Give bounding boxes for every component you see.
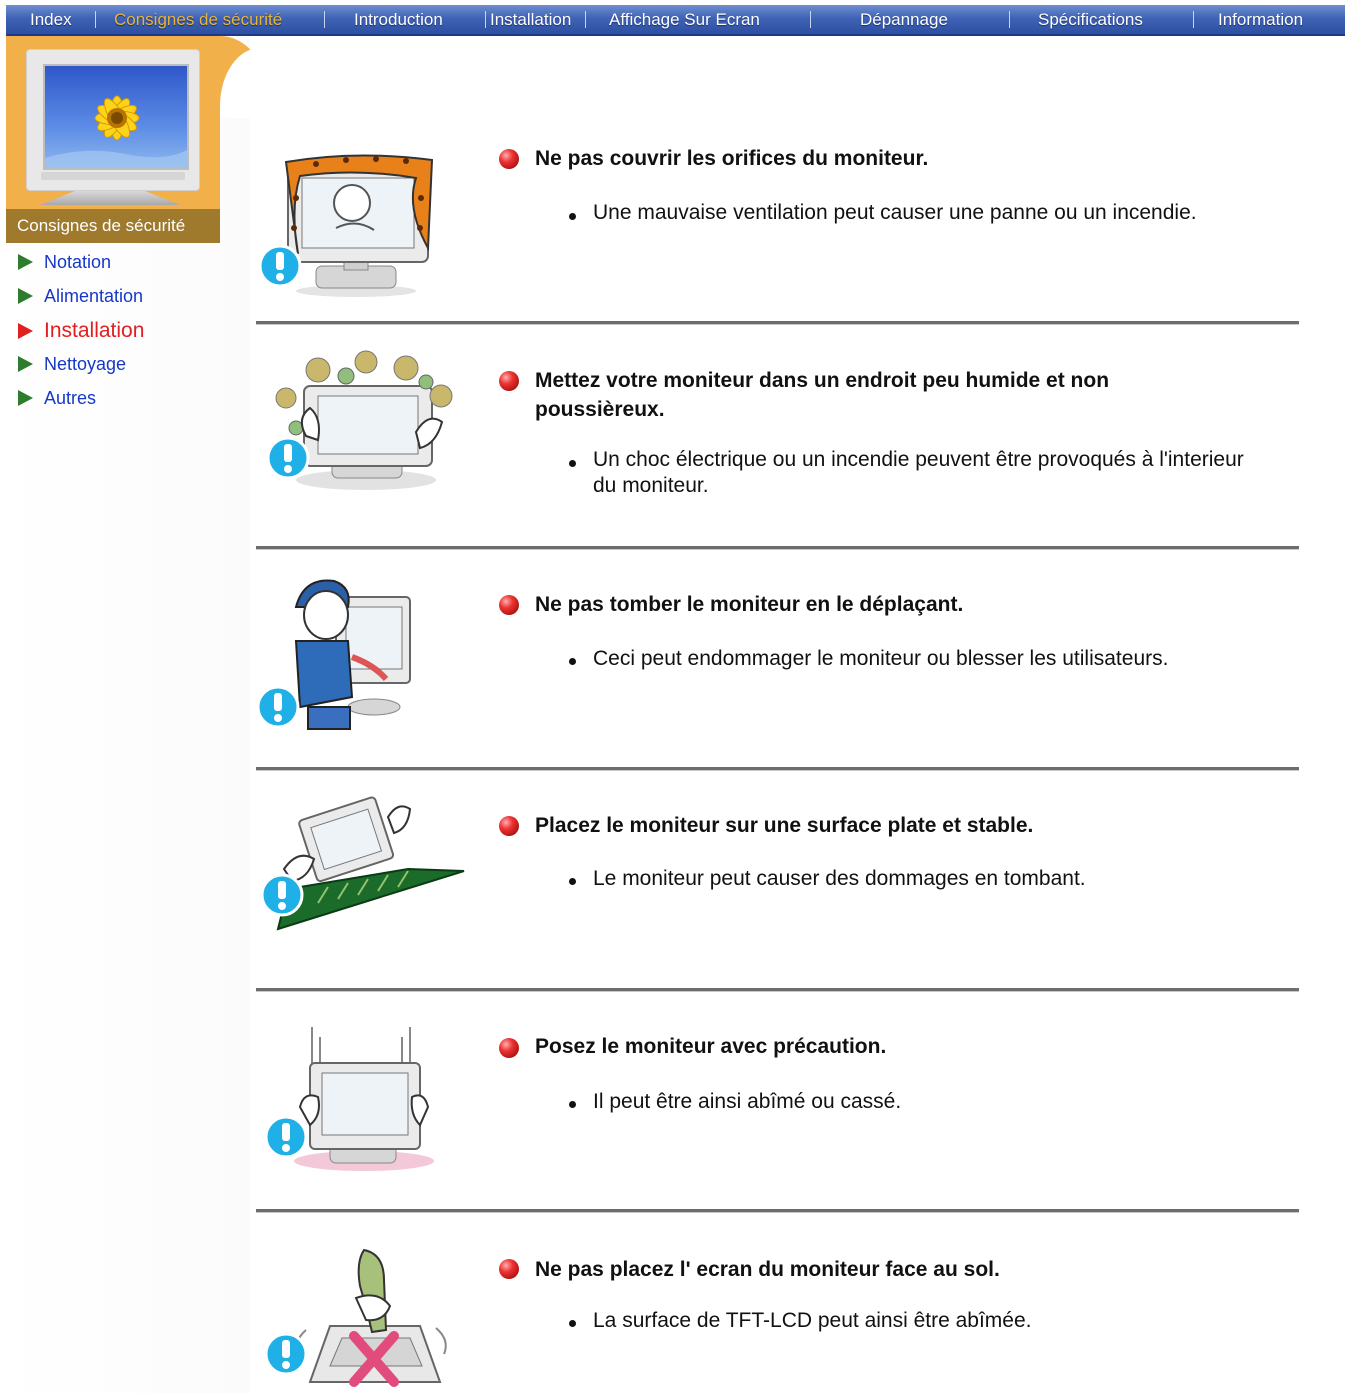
red-bullet-icon xyxy=(499,816,519,836)
section-heading: Ne pas placez l' ecran du moniteur face au sol. xyxy=(535,1258,1000,1281)
monitor-sunflower-icon xyxy=(26,49,200,191)
red-bullet-icon xyxy=(499,1259,519,1279)
bullet-dot-icon xyxy=(569,1320,576,1327)
sidebar-item-label: Autres xyxy=(44,388,97,408)
covered-monitor-icon xyxy=(256,148,456,298)
section-divider xyxy=(256,321,1299,325)
sidebar-item-label: Installation xyxy=(44,319,145,342)
nav-affichage-sur-ecran[interactable]: Affichage Sur Ecran xyxy=(609,10,760,29)
red-bullet-icon xyxy=(499,1038,519,1058)
monitor-bezel-bottom xyxy=(41,172,185,180)
nav-index[interactable]: Index xyxy=(30,10,72,29)
carrying-monitor-icon xyxy=(256,567,456,732)
section-bullet-text: Ceci peut endommager le moniteur ou blesser les utilisateurs. xyxy=(593,647,1169,670)
arrow-right-icon xyxy=(18,356,33,372)
dusty-monitor-icon xyxy=(266,348,466,498)
section-heading: Placez le moniteur sur une surface plate et stable. xyxy=(535,814,1034,837)
section-heading: Mettez votre moniteur dans un endroit peu humide et non poussièreux. xyxy=(535,369,1110,421)
sidebar-item-installation[interactable] xyxy=(18,317,144,345)
lowering-monitor-icon xyxy=(260,1027,460,1177)
section-bullet-text: Un choc électrique ou un incendie peuvent être provoqués à l'interieur du moniteur. xyxy=(593,448,1244,497)
bullet-dot-icon xyxy=(569,460,576,467)
nav-consignes-de-securite[interactable]: Consignes de sécurité xyxy=(114,10,283,29)
bullet-dot-icon xyxy=(569,1101,576,1108)
bullet-dot-icon xyxy=(569,878,576,885)
section-bullet-text: Il peut être ainsi abîmé ou cassé. xyxy=(593,1090,902,1113)
red-bullet-icon xyxy=(499,371,519,391)
sidebar-item-label: Notation xyxy=(44,252,112,272)
section-divider xyxy=(256,767,1299,771)
nav-depannage[interactable]: Dépannage xyxy=(860,10,948,29)
sidebar-item-alimentation[interactable] xyxy=(18,282,143,310)
nav-introduction[interactable]: Introduction xyxy=(354,10,443,29)
section-divider xyxy=(256,988,1299,992)
nav-separator xyxy=(485,11,486,28)
nav-installation[interactable]: Installation xyxy=(490,10,572,29)
nav-information[interactable]: Information xyxy=(1218,10,1304,29)
sidebar-item-nettoyage[interactable] xyxy=(18,350,126,378)
section-heading: Ne pas tomber le moniteur en le déplaçant. xyxy=(535,593,964,616)
red-bullet-icon xyxy=(499,149,519,169)
top-navigation-bar xyxy=(6,5,1345,36)
arrow-right-icon xyxy=(18,288,33,304)
sunflower-icon xyxy=(45,66,187,168)
sidebar-item-label: Nettoyage xyxy=(44,354,127,374)
sidebar-item-label: Alimentation xyxy=(44,286,144,306)
section-heading: Posez le moniteur avec précaution. xyxy=(535,1035,887,1058)
sidebar-item-notation[interactable] xyxy=(18,248,111,276)
arrow-right-icon xyxy=(18,390,33,406)
face-down-monitor-icon xyxy=(260,1246,460,1392)
tilted-surface-icon xyxy=(258,795,468,935)
monitor-screen xyxy=(43,64,189,170)
nav-specifications[interactable]: Spécifications xyxy=(1038,10,1143,29)
bullet-dot-icon xyxy=(569,213,576,220)
section-divider xyxy=(256,1209,1299,1213)
section-bullet-text: Le moniteur peut causer des dommages en tombant. xyxy=(593,867,1086,890)
nav-separator xyxy=(324,11,325,28)
red-bullet-icon xyxy=(499,595,519,615)
section-divider xyxy=(256,546,1299,550)
nav-separator xyxy=(1009,11,1010,28)
section-bullet-text: La surface de TFT-LCD peut ainsi être abîmée. xyxy=(593,1309,1032,1332)
sidebar-item-autres[interactable] xyxy=(18,384,96,412)
nav-separator xyxy=(95,11,96,28)
sidebar-section-title: Consignes de sécurité xyxy=(6,209,220,243)
section-heading: Ne pas couvrir les orifices du moniteur. xyxy=(535,147,929,170)
nav-separator xyxy=(585,11,586,28)
bullet-dot-icon xyxy=(569,658,576,665)
section-bullet-text: Une mauvaise ventilation peut causer une panne ou un incendie. xyxy=(593,201,1197,224)
arrow-right-icon xyxy=(18,323,33,339)
nav-separator xyxy=(1193,11,1194,28)
nav-separator xyxy=(810,11,811,28)
arrow-right-icon xyxy=(18,254,33,270)
